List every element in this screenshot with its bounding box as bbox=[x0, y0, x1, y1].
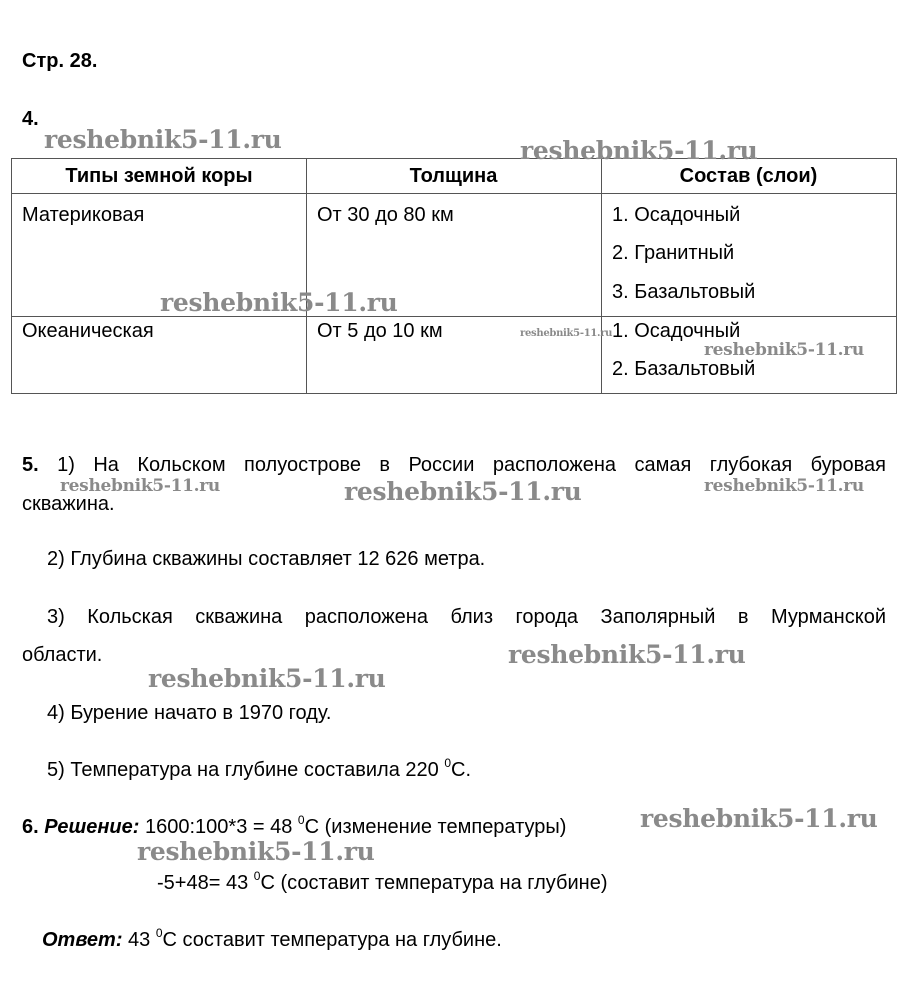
watermark: reshebnik5-11.ru bbox=[137, 837, 375, 866]
header-thickness: Толщина bbox=[409, 165, 498, 187]
row1-layer3: 3. Базальтовый bbox=[612, 281, 756, 303]
watermark: reshebnik5-11.ru bbox=[520, 328, 613, 339]
watermark: reshebnik5-11.ru bbox=[704, 476, 864, 496]
watermark: reshebnik5-11.ru bbox=[520, 136, 758, 165]
task6-line2 bbox=[157, 869, 608, 895]
row1-type: Материковая bbox=[22, 204, 145, 226]
row2-layer1: 1. Осадочный bbox=[612, 320, 741, 342]
row1-thickness: От 30 до 80 км bbox=[317, 204, 454, 226]
table-divider bbox=[12, 316, 896, 317]
solution-line2-text: -5+48= 43 bbox=[157, 872, 254, 894]
answer-text: 43 bbox=[122, 929, 156, 951]
row1-layer2: 2. Гранитный bbox=[612, 242, 735, 264]
task5-item5 bbox=[47, 756, 472, 782]
task6-number: 6. bbox=[22, 816, 39, 838]
task6-answer bbox=[42, 926, 502, 952]
solution-line1-text: 1600:100*3 = 48 bbox=[139, 816, 298, 838]
row2-thickness: От 5 до 10 км bbox=[317, 320, 443, 342]
task5-item3-line1: 3) Кольская скважина расположена близ города Заполярный в Мурманской bbox=[47, 606, 886, 628]
watermark: reshebnik5-11.ru bbox=[160, 288, 398, 317]
watermark: reshebnik5-11.ru bbox=[640, 804, 878, 833]
row2-type: Океаническая bbox=[22, 320, 154, 342]
watermark: reshebnik5-11.ru bbox=[60, 476, 220, 496]
table-divider bbox=[12, 193, 896, 194]
solution-label: Решение: bbox=[44, 816, 140, 838]
row1-layer1: 1. Осадочный bbox=[612, 204, 741, 226]
watermark: reshebnik5-11.ru bbox=[704, 340, 864, 360]
page-header: Стр. 28. bbox=[22, 50, 98, 72]
degree-sup: 0 bbox=[155, 926, 163, 940]
task5-item4: 4) Бурение начато в 1970 году. bbox=[47, 702, 332, 724]
solution-line1-end: С (изменение температуры) bbox=[304, 816, 567, 838]
answer-end: С составит температура на глубине. bbox=[162, 929, 502, 951]
degree-sup: 0 bbox=[253, 869, 261, 883]
watermark: reshebnik5-11.ru bbox=[44, 125, 282, 154]
task5-item3-line2: области. bbox=[22, 644, 103, 666]
watermark: reshebnik5-11.ru bbox=[508, 640, 746, 669]
watermark: reshebnik5-11.ru bbox=[148, 664, 386, 693]
header-layers: Состав (слои) bbox=[679, 165, 818, 187]
degree-sup: 0 bbox=[444, 756, 452, 770]
answer-label: Ответ: bbox=[42, 929, 123, 951]
task6-line1 bbox=[22, 813, 567, 839]
degree-sup: 0 bbox=[297, 813, 305, 827]
task5-item1-line1 bbox=[22, 454, 886, 477]
task5-item1-line2: скважина. bbox=[22, 493, 115, 515]
table-divider bbox=[601, 159, 602, 393]
item5-text: 5) Температура на глубине составила 220 bbox=[47, 759, 445, 781]
task4-number: 4. bbox=[22, 108, 39, 130]
task5-item2: 2) Глубина скважины составляет 12 626 метра. bbox=[47, 548, 486, 570]
table-divider bbox=[306, 159, 307, 393]
row2-layer2: 2. Базальтовый bbox=[612, 358, 756, 380]
header-crust-type: Типы земной коры bbox=[65, 165, 253, 187]
item5-end: С. bbox=[451, 759, 472, 781]
task5-item1-text: 1) На Кольском полуострове в России расположена самая глубокая буровая bbox=[57, 454, 887, 476]
task5-number: 5. bbox=[22, 454, 39, 476]
watermark: reshebnik5-11.ru bbox=[344, 477, 582, 506]
solution-line2-end: С (составит температура на глубине) bbox=[260, 872, 608, 894]
